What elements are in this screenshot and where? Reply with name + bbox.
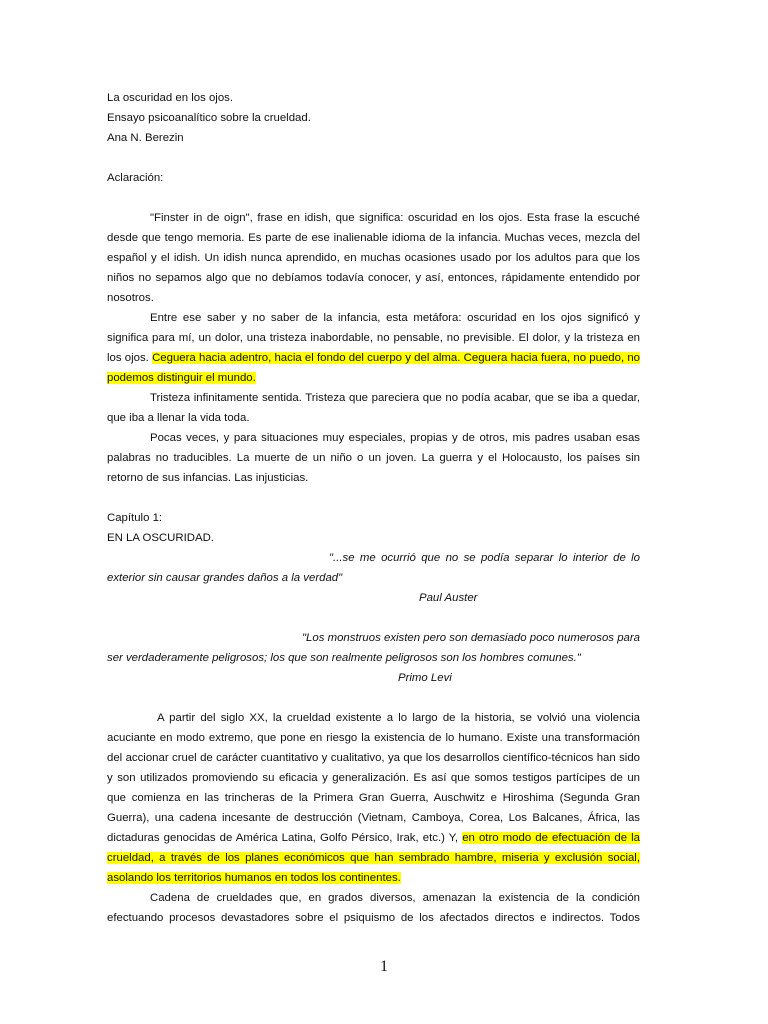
paragraph-line: palabras no traducibles. La muerte de un niño o un joven. La guerra y el Holocausto, los países sin — [107, 452, 640, 464]
paragraph-line: Tristeza infinitamente sentida. Tristeza que pareciera que no podía acabar, que se iba a quedar, — [150, 392, 640, 404]
doc-title: La oscuridad en los ojos. — [107, 92, 234, 104]
epigraph-author: Primo Levi — [398, 672, 452, 684]
epigraph-quote-line: ser verdaderamente peligrosos; los que son realmente peligrosos son los hombres comunes." — [107, 652, 581, 664]
paragraph-line: Guerra), una cadena incesante de destrucción (Vietnam, Camboya, Corea, Los Balcanes, África, las — [107, 812, 640, 824]
epigraph-quote-line: "...se me ocurrió que no se podía separar lo interior de lo — [329, 552, 640, 564]
paragraph-line: nosotros. — [107, 292, 154, 304]
highlighted-text: en otro modo de efectuación de la — [462, 832, 640, 844]
chapter-title: EN LA OSCURIDAD. — [107, 532, 214, 544]
paragraph-line: que comienza en las trincheras de la Primera Gran Guerra, Auschwitz e Hiroshima (Segunda Gran — [107, 792, 640, 804]
paragraph-line: del accionar cruel de carácter cuantitativo y cualitativo, ya que los desarrollos científico-técnicos han sido — [107, 752, 640, 764]
epigraph-quote-line: exterior sin causar grandes daños a la verdad" — [107, 572, 343, 584]
paragraph-line: que iba a llenar la vida toda. — [107, 412, 250, 424]
plain-text: y son utilizados promoviendo su eficacia y generalización. Es así que somos testigos partícipes de un — [107, 772, 640, 784]
document-page — [107, 88, 640, 928]
page-number: 1 — [380, 958, 388, 975]
plain-text: los ojos. — [107, 352, 153, 364]
paragraph-line: retorno de sus infancias. Las injusticias. — [107, 472, 309, 484]
paragraph-line: acuciante en modo extremo, que pone en riesgo la existencia de lo humano. Existe una transformación — [107, 732, 640, 744]
plain-text: dictaduras genocidas de América Latina, Golfo Pérsico, Irak, etc.) Y, — [107, 832, 463, 844]
paragraph-line: Entre ese saber y no saber de la infancia, esta metáfora: oscuridad en los ojos significó y — [150, 312, 640, 324]
epigraph-author: Paul Auster — [419, 592, 478, 604]
aclaracion-heading: Aclaración: — [107, 172, 164, 184]
doc-author: Ana N. Berezin — [107, 132, 184, 144]
paragraph-line — [107, 868, 640, 888]
highlighted-text: podemos distinguir el mundo. — [107, 372, 256, 384]
paragraph-line: "Finster in de oign", frase en idish, que significa: oscuridad en los ojos. Esta frase la escuché — [150, 212, 640, 224]
highlighted-text: Ceguera hacia adentro, hacia el fondo del cuerpo y del alma. Ceguera hacia fuera, no puedo, no — [152, 352, 640, 364]
chapter-label: Capítulo 1: — [107, 512, 163, 524]
paragraph-line: español y el idish. Un idish nunca aprendido, en muchas ocasiones usado por los adultos para que los — [107, 252, 640, 264]
paragraph-line — [107, 368, 640, 388]
paragraph-line: A partir del siglo XX, la crueldad existente a lo largo de la historia, se volvió una violencia — [157, 712, 640, 724]
paragraph-line: niños no sepamos algo que no debíamos todavía conocer, y así, entonces, rápidamente entendido por — [107, 272, 640, 284]
paragraph-line: Cadena de crueldades que, en grados diversos, amenazan la existencia de la condición — [150, 892, 640, 904]
paragraph-line — [107, 768, 640, 788]
paragraph-line — [107, 828, 640, 848]
doc-subtitle: Ensayo psicoanalítico sobre la crueldad. — [107, 112, 311, 124]
paragraph-line: Pocas veces, y para situaciones muy especiales, propias y de otros, mis padres usaban esas — [150, 432, 640, 444]
epigraph-quote-line: "Los monstruos existen pero son demasiado poco numerosos para — [302, 632, 640, 644]
highlighted-text: crueldad, a través de los planes económicos que han sembrado hambre, miseria y exclusión social, — [107, 852, 640, 864]
paragraph-line: efectuando procesos devastadores sobre el psiquismo de los afectados directos e indirectos. Todos — [107, 912, 640, 924]
paragraph-line: desde que tengo memoria. Es parte de ese inalienable idioma de la infancia. Muchas veces, mezcla del — [107, 232, 640, 244]
paragraph-line — [107, 848, 640, 868]
highlighted-text: asolando los territorios humanos en todos los continentes. — [107, 872, 401, 884]
paragraph-line — [107, 348, 640, 368]
paragraph-line: significa para mí, un dolor, una tristeza inabordable, no pensable, no previsible. El dolor, y la tristeza en — [107, 332, 640, 344]
